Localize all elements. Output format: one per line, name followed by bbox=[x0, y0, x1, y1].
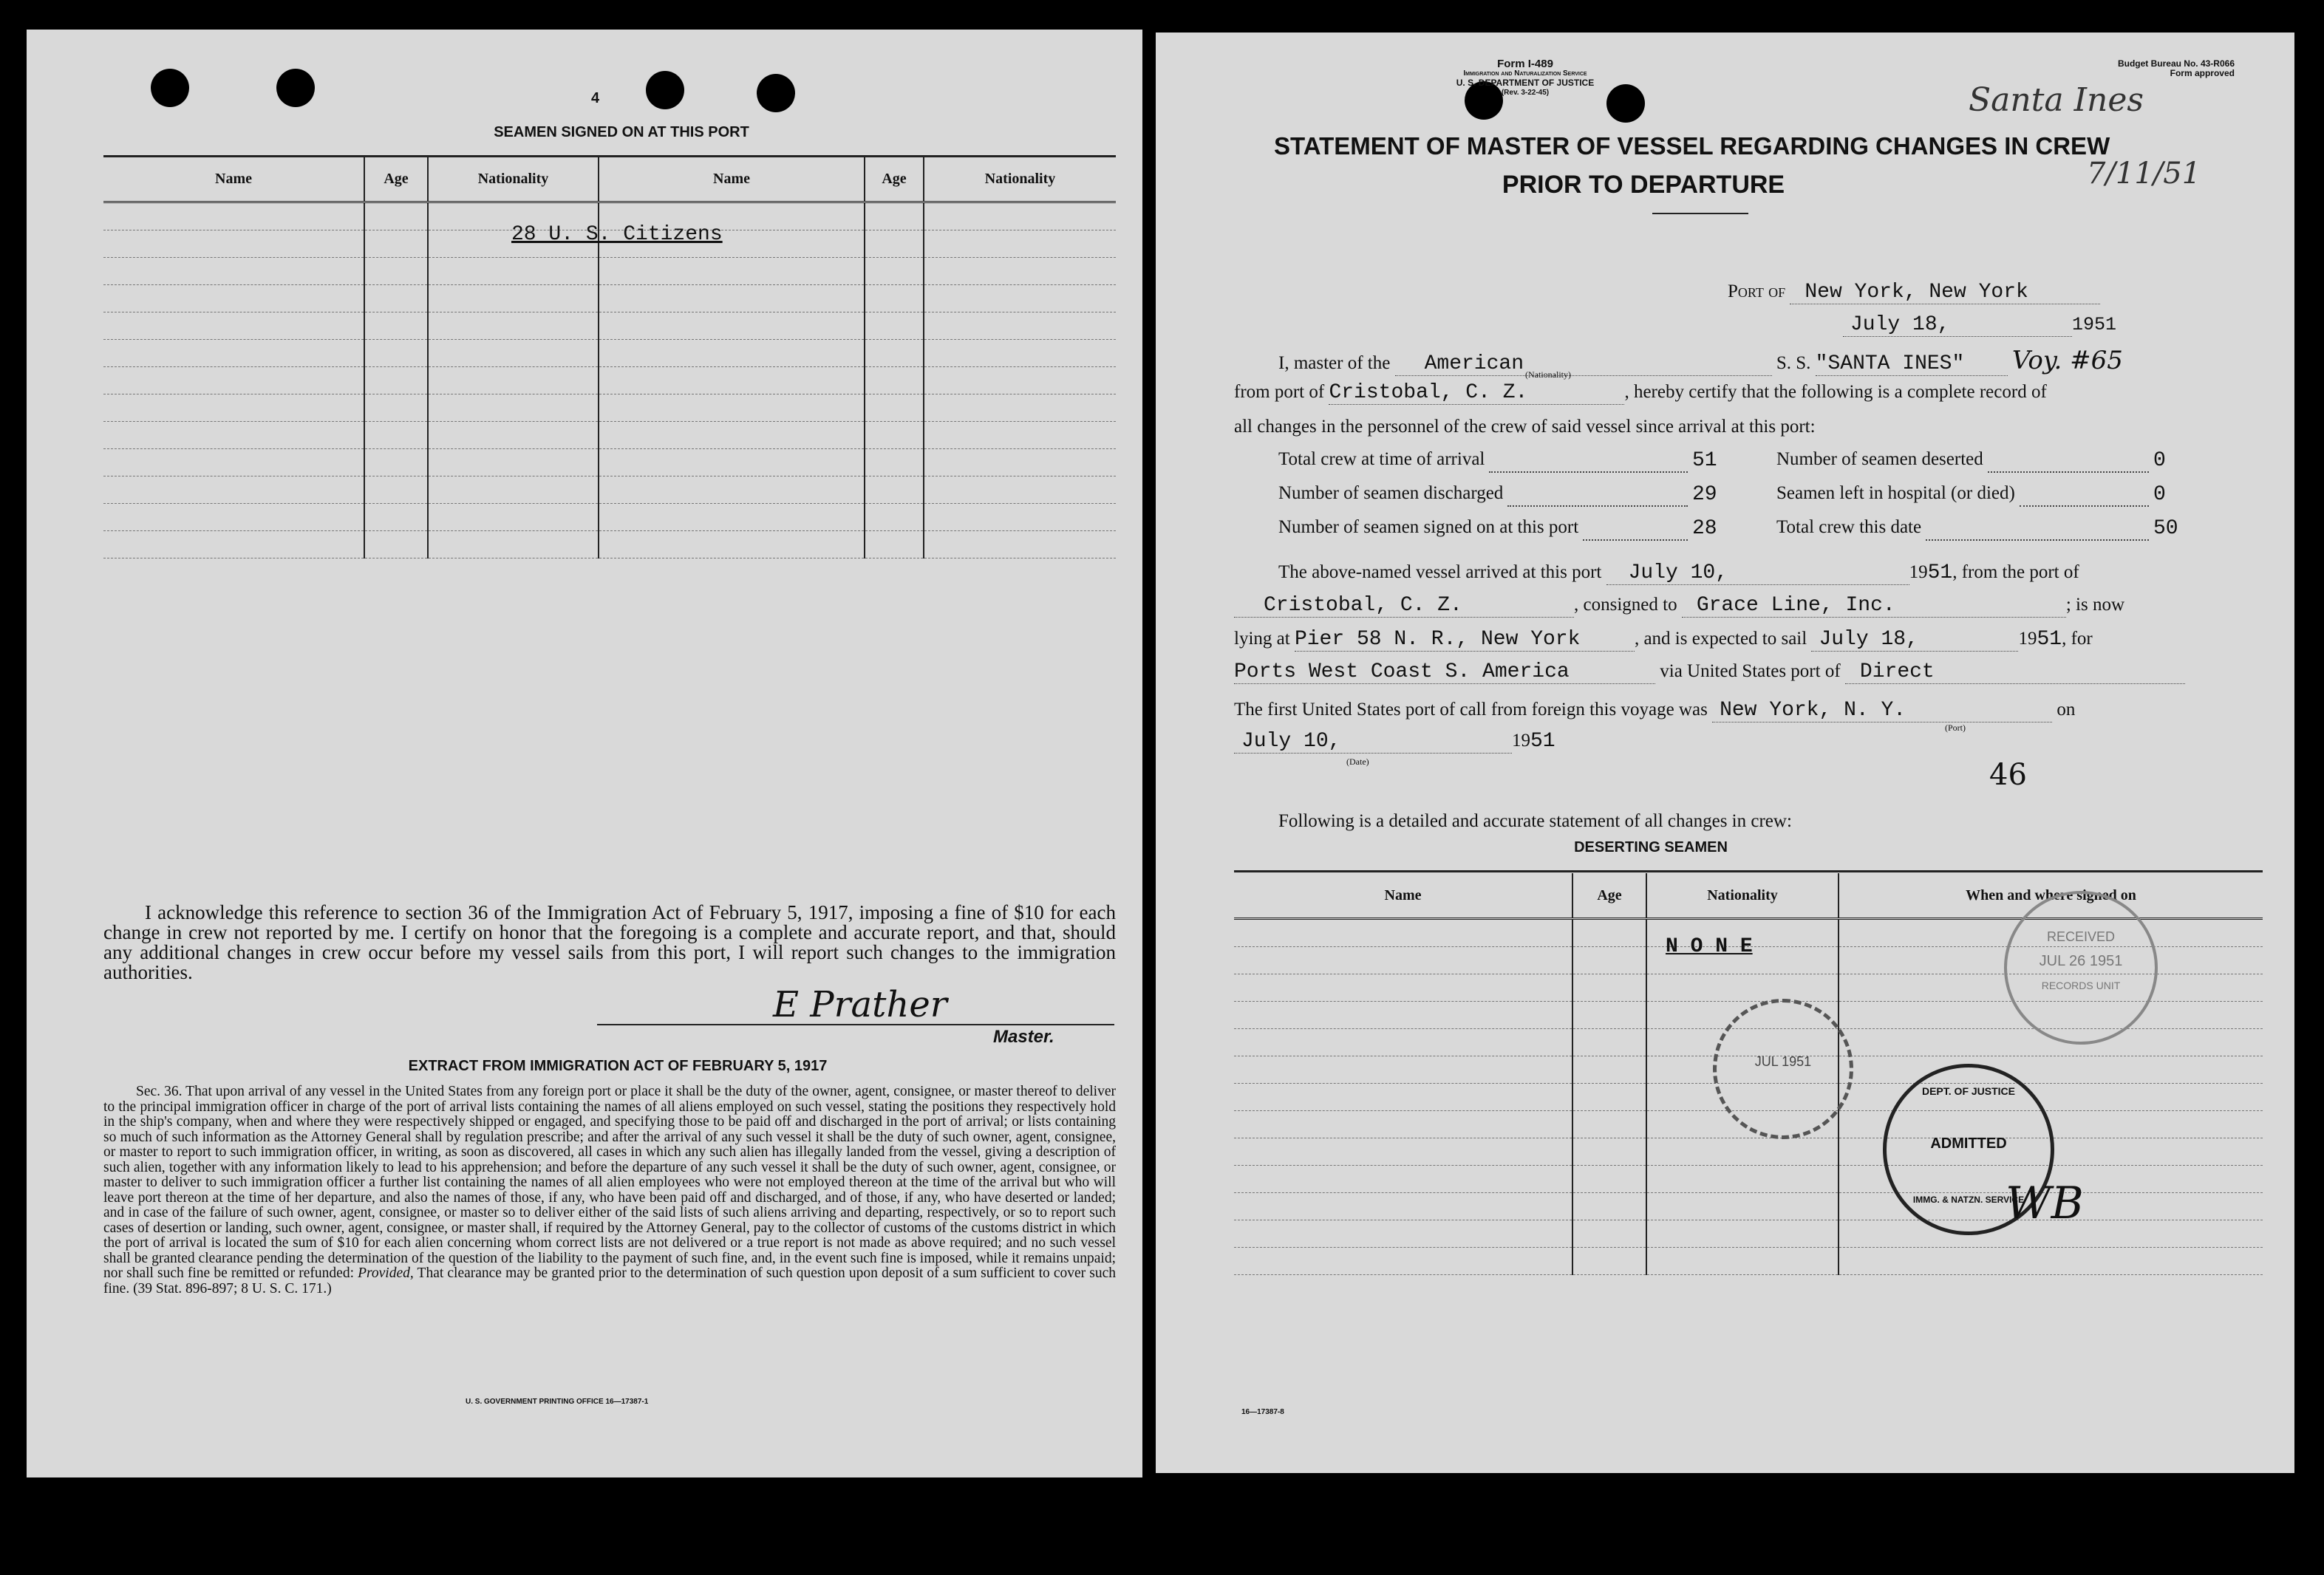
hospital-label: Seamen left in hospital (or died) bbox=[1776, 483, 2015, 503]
sail-year-prefix: 19 bbox=[2018, 629, 2037, 649]
date-value: July 18, bbox=[1843, 313, 2072, 337]
col-name: Name bbox=[103, 157, 364, 202]
table-cell bbox=[103, 394, 364, 422]
inspector-initials: WB bbox=[2006, 1178, 2084, 1229]
first-port-date: July 10, bbox=[1234, 730, 1512, 754]
table-cell bbox=[924, 312, 1116, 340]
table-cell bbox=[364, 285, 428, 312]
stamp-records: RECORDS UNIT bbox=[2041, 980, 2121, 991]
table-cell bbox=[865, 394, 924, 422]
seamen-signed-title: SEAMEN SIGNED ON AT THIS PORT bbox=[494, 124, 749, 140]
table-row bbox=[103, 422, 1116, 449]
table-cell bbox=[1572, 1193, 1646, 1220]
first-port-value: New York, N. Y. bbox=[1712, 699, 2052, 722]
count-row-hospital bbox=[1776, 483, 2198, 517]
first-port-year: 51 bbox=[1530, 730, 1555, 753]
lying-at-label: lying at bbox=[1234, 629, 1290, 649]
table-cell bbox=[924, 285, 1116, 312]
budget-header bbox=[2079, 59, 2235, 78]
date-row bbox=[1843, 313, 2116, 337]
stamp-service: IMMG. & NATZN. SERVICE bbox=[1912, 1195, 2025, 1205]
table-cell bbox=[924, 476, 1116, 504]
table-cell bbox=[865, 476, 924, 504]
lying-at-value: Pier 58 N. R., New York bbox=[1295, 628, 1635, 652]
punch-hole bbox=[646, 71, 684, 109]
printer-mark: U. S. GOVERNMENT PRINTING OFFICE 16—17387-1 bbox=[466, 1398, 649, 1406]
table-cell bbox=[1646, 974, 1839, 1002]
budget-bureau: Budget Bureau No. 43-R066 bbox=[2117, 58, 2235, 69]
table-cell bbox=[599, 449, 865, 476]
following-text: Following is a detailed and accurate statement of all changes in crew: bbox=[1278, 811, 1792, 831]
first-port-year-prefix: 19 bbox=[1512, 731, 1530, 751]
deserting-title: DESERTING SEAMEN bbox=[1574, 839, 1728, 855]
arrived-from-value: Cristobal, C. Z. bbox=[1234, 594, 1574, 618]
table-cell bbox=[103, 258, 364, 285]
table-cell bbox=[865, 367, 924, 394]
table-cell bbox=[364, 202, 428, 230]
table-cell bbox=[924, 340, 1116, 367]
stamp-justice: DEPT. OF JUSTICE bbox=[1921, 1085, 2016, 1097]
consigned-label: , consigned to bbox=[1574, 595, 1677, 615]
table-cell bbox=[1234, 1220, 1572, 1248]
deserting-entry: N O N E bbox=[1666, 935, 1753, 958]
extract-text bbox=[103, 1084, 1116, 1296]
col-age-2: Age bbox=[865, 157, 924, 202]
table-cell bbox=[428, 312, 599, 340]
arrived-year: 51 bbox=[1927, 561, 1953, 584]
table-cell bbox=[924, 422, 1116, 449]
table-cell bbox=[599, 394, 865, 422]
table-cell bbox=[103, 367, 364, 394]
punch-hole bbox=[151, 69, 189, 107]
signed-on-value: 28 bbox=[1692, 517, 1717, 540]
table-cell bbox=[1234, 1166, 1572, 1193]
table-row bbox=[1234, 1193, 2263, 1220]
table-cell bbox=[924, 531, 1116, 558]
first-port-row bbox=[1234, 699, 2075, 722]
table-cell bbox=[1234, 1138, 1572, 1166]
table-cell bbox=[428, 258, 599, 285]
total-date-label: Total crew this date bbox=[1776, 517, 1922, 537]
table-cell bbox=[428, 367, 599, 394]
col-nationality-2: Nationality bbox=[924, 157, 1116, 202]
ss-label: S. S. bbox=[1776, 353, 1811, 373]
table-cell bbox=[924, 230, 1116, 258]
page-number: 4 bbox=[591, 90, 600, 106]
count-row-deserted bbox=[1776, 449, 2198, 483]
table-cell bbox=[364, 449, 428, 476]
table-cell bbox=[364, 340, 428, 367]
deserted-label: Number of seamen deserted bbox=[1776, 449, 1983, 469]
deserting-top-rule bbox=[1234, 870, 2263, 872]
table-cell bbox=[865, 340, 924, 367]
table-cell bbox=[1572, 1029, 1646, 1056]
form-number: Form I-489 bbox=[1497, 58, 1553, 70]
table-cell bbox=[103, 449, 364, 476]
table-cell bbox=[1234, 947, 1572, 974]
master-of-row bbox=[1278, 346, 2123, 376]
signature-line bbox=[597, 1024, 1114, 1025]
table-cell bbox=[1572, 1002, 1646, 1029]
all-changes-text: all changes in the personnel of the crew of said vessel since arrival at this port: bbox=[1234, 417, 1816, 437]
table-row bbox=[103, 340, 1116, 367]
table-cell bbox=[1646, 1220, 1839, 1248]
title-line1: STATEMENT OF MASTER OF VESSEL REGARDING CHANGES IN CREW bbox=[1274, 132, 2110, 160]
table-cell bbox=[103, 230, 364, 258]
table-row bbox=[1234, 1220, 2263, 1248]
revision: (Rev. 3-22-45) bbox=[1501, 89, 1550, 97]
col-name: Name bbox=[1234, 873, 1572, 919]
table-cell bbox=[924, 449, 1116, 476]
extract-body: That upon arrival of any vessel in the United States from any foreign port or place it shall be the duty of the owner, agent, consignee, or master thereof to deliver to the principal immigration officer in charge of the port of arrival lists containing the names of all aliens employed on such vessel, stating the positions they respectively hold in the ship's company, when and where they were respectively shipped or engaged, and specifying those to be paid off and discharged in the port of arrival; or lists containing so much of such information as the Attorney General shall by regulation prescribe; and after the arrival of any such vessel it shall be the duty of such owner, agent, consignee, or master to report to such immigration officer, in writing, as soon as discovered, all cases in which any such alien has illegally landed from the vessel, giving a description of such alien, together with any information likely to lead to his apprehension; and before the departure of any such vessel it shall be the duty of such owner, agent, consignee, or master to deliver to such immigration officer a further list containing the names of all alien employees who were not employed thereon at the time of the arrival but who will leave port thereon at the time of her departure, and also the names of those, if any, who have been paid off and discharged, and of those, if any, who have deserted or landed; and in case of the failure of such owner, agent, consignee, or master so to deliver either of the said lists of such aliens arriving and departing, respectively, or so to report such cases of desertion or landing, such owner, agent, consignee, or master shall, if required by the Attorney General, pay to the collector of customs of the customs district in which the port of arrival is located the sum of $10 for each alien concerning whom correct lists are not delivered or a true report is not made as above required; and no such vessel shall be granted clearance pending the determination of the question of the liability to the payment of such fine, and, in the event such fine is imposed, while it remains unpaid; nor shall such fine be remitted or refunded: bbox=[103, 1084, 1117, 1281]
punch-hole bbox=[757, 74, 795, 112]
table-cell bbox=[924, 202, 1116, 230]
discharged-value: 29 bbox=[1692, 483, 1717, 506]
for-label: , for bbox=[2062, 629, 2093, 649]
stamp-received-date: JUL 26 1951 bbox=[2039, 953, 2123, 969]
table-cell bbox=[103, 202, 364, 230]
table-cell bbox=[865, 285, 924, 312]
table-cell bbox=[924, 504, 1116, 531]
table-cell bbox=[924, 367, 1116, 394]
table-cell bbox=[865, 449, 924, 476]
from-port-value: Cristobal, C. Z. bbox=[1329, 381, 1624, 405]
table-cell bbox=[428, 394, 599, 422]
on-label: on bbox=[2056, 700, 2076, 720]
table-cell bbox=[428, 285, 599, 312]
col-nationality: Nationality bbox=[1646, 873, 1839, 919]
count-row-signed-on bbox=[1278, 517, 1751, 551]
left-page bbox=[27, 30, 1142, 1477]
count-row-total-date bbox=[1776, 517, 2198, 551]
expected-label: , and is expected to sail bbox=[1634, 629, 1807, 649]
table-cell bbox=[865, 312, 924, 340]
nationality-value: American bbox=[1395, 352, 1772, 376]
port-of-row bbox=[1728, 281, 2100, 304]
lying-at-row bbox=[1234, 628, 2093, 652]
destination-row bbox=[1234, 660, 2185, 684]
destination-value: Ports West Coast S. America bbox=[1234, 660, 1655, 684]
hospital-value: 0 bbox=[2153, 483, 2166, 506]
table-cell bbox=[1572, 1111, 1646, 1138]
port-of-value: New York, New York bbox=[1790, 281, 2100, 304]
received-stamp bbox=[2004, 891, 2158, 1045]
consigned-value: Grace Line, Inc. bbox=[1682, 594, 2066, 618]
counts-left bbox=[1278, 449, 1751, 551]
counts-right bbox=[1776, 449, 2198, 551]
table-cell bbox=[364, 230, 428, 258]
table-cell bbox=[865, 422, 924, 449]
certify-text: , hereby certify that the following is a complete record of bbox=[1624, 382, 2047, 402]
col-when-where: When and where signed on bbox=[1839, 873, 2263, 919]
table-cell bbox=[364, 422, 428, 449]
table-cell bbox=[865, 230, 924, 258]
first-port-label: The first United States port of call from foreign this voyage was bbox=[1234, 700, 1708, 720]
typed-entry: 28 U. S. Citizens bbox=[511, 223, 723, 246]
table-cell bbox=[1572, 1084, 1646, 1111]
col-age: Age bbox=[1572, 873, 1646, 919]
table-cell bbox=[1234, 1193, 1572, 1220]
table-cell bbox=[1234, 1084, 1572, 1111]
agency-line1: Immigration and Naturalization Service bbox=[1463, 69, 1587, 78]
extract-lead: Sec. 36. bbox=[136, 1084, 183, 1099]
table-cell bbox=[1572, 919, 1646, 947]
table-cell bbox=[1234, 1111, 1572, 1138]
table-cell bbox=[1646, 1166, 1839, 1193]
handwritten-vessel: Santa Ines bbox=[1969, 81, 2144, 119]
table-cell bbox=[599, 504, 865, 531]
table-cell bbox=[103, 476, 364, 504]
table-cell bbox=[428, 422, 599, 449]
from-port-label: from port of bbox=[1234, 382, 1325, 402]
table-cell bbox=[364, 258, 428, 285]
table-cell bbox=[103, 285, 364, 312]
via-label: via United States port of bbox=[1660, 661, 1841, 681]
consigned-row bbox=[1234, 594, 2124, 618]
signed-on-label: Number of seamen signed on at this port bbox=[1278, 517, 1579, 537]
printer-mark: 16—17387-8 bbox=[1241, 1408, 1284, 1416]
table-cell bbox=[1572, 947, 1646, 974]
table-cell bbox=[103, 312, 364, 340]
table-row bbox=[1234, 1166, 2263, 1193]
total-arrival-label: Total crew at time of arrival bbox=[1278, 449, 1485, 469]
table-cell bbox=[1234, 919, 1572, 947]
col-nationality: Nationality bbox=[428, 157, 599, 202]
table-cell bbox=[599, 422, 865, 449]
table-cell bbox=[924, 394, 1116, 422]
table-row bbox=[103, 449, 1116, 476]
table-cell bbox=[364, 312, 428, 340]
table-cell bbox=[1646, 1248, 1839, 1275]
table-cell bbox=[364, 476, 428, 504]
vessel-value: "SANTA INES" bbox=[1816, 352, 2008, 376]
table-cell bbox=[865, 531, 924, 558]
table-cell bbox=[103, 504, 364, 531]
table-cell bbox=[599, 531, 865, 558]
stamped-number: 46 bbox=[1989, 758, 2027, 792]
table-cell bbox=[364, 394, 428, 422]
stamp-admitted: ADMITTED bbox=[1930, 1135, 2007, 1152]
table-row bbox=[103, 531, 1116, 558]
title-line2: PRIOR TO DEPARTURE bbox=[1502, 171, 1785, 199]
table-cell bbox=[599, 312, 865, 340]
col-name-2: Name bbox=[599, 157, 865, 202]
table-cell bbox=[428, 504, 599, 531]
table-cell bbox=[103, 422, 364, 449]
master-signature: E Prather bbox=[773, 984, 947, 1025]
arrived-year-prefix: 19 bbox=[1909, 562, 1928, 582]
table-cell bbox=[428, 531, 599, 558]
table-row bbox=[103, 476, 1116, 504]
table-row bbox=[103, 285, 1116, 312]
table-cell bbox=[599, 285, 865, 312]
table-cell bbox=[924, 258, 1116, 285]
port-of-label: Port of bbox=[1728, 281, 1786, 301]
table-cell bbox=[1646, 1193, 1839, 1220]
table-cell bbox=[1839, 1248, 2263, 1275]
right-page bbox=[1156, 33, 2294, 1473]
table-cell bbox=[1572, 1220, 1646, 1248]
table-cell bbox=[865, 504, 924, 531]
table-cell bbox=[599, 258, 865, 285]
discharged-label: Number of seamen discharged bbox=[1278, 483, 1504, 503]
date-caption: (Date) bbox=[1346, 756, 1369, 767]
table-cell bbox=[1234, 1248, 1572, 1275]
table-row bbox=[103, 312, 1116, 340]
table-row bbox=[103, 504, 1116, 531]
count-row-discharged bbox=[1278, 483, 1751, 517]
deserted-value: 0 bbox=[2153, 449, 2166, 472]
arrived-label: The above-named vessel arrived at this port bbox=[1278, 562, 1602, 582]
first-port-date-row bbox=[1234, 730, 1555, 754]
table-cell bbox=[428, 449, 599, 476]
table-cell bbox=[1572, 1056, 1646, 1084]
table-cell bbox=[599, 476, 865, 504]
port-caption: (Port) bbox=[1945, 722, 1966, 733]
table-cell bbox=[103, 531, 364, 558]
nationality-caption: (Nationality) bbox=[1525, 369, 1571, 380]
table-row bbox=[1234, 1138, 2263, 1166]
table-cell bbox=[865, 258, 924, 285]
extract-title: EXTRACT FROM IMMIGRATION ACT OF FEBRUARY 5, 1917 bbox=[408, 1058, 828, 1074]
arrived-row bbox=[1278, 561, 2079, 585]
from-port-row bbox=[1234, 381, 2047, 405]
table-cell bbox=[364, 504, 428, 531]
table-cell bbox=[599, 340, 865, 367]
table-cell bbox=[364, 531, 428, 558]
table-cell bbox=[364, 367, 428, 394]
title-rule bbox=[1652, 213, 1748, 214]
table-cell bbox=[1234, 1056, 1572, 1084]
table-cell bbox=[428, 340, 599, 367]
table-cell bbox=[1572, 974, 1646, 1002]
table-row bbox=[103, 258, 1116, 285]
sail-date-value: July 18, bbox=[1811, 628, 2018, 652]
date-year: 1951 bbox=[2072, 314, 2117, 335]
stamp-date2: JUL 1951 bbox=[1754, 1054, 1812, 1069]
master-of-label: I, master of the bbox=[1278, 353, 1391, 373]
table-cell bbox=[599, 367, 865, 394]
total-date-value: 50 bbox=[2153, 517, 2178, 540]
table-cell bbox=[1234, 1002, 1572, 1029]
table-cell bbox=[1572, 1248, 1646, 1275]
table-cell bbox=[1839, 1056, 2263, 1084]
table-cell bbox=[428, 476, 599, 504]
punch-hole bbox=[276, 69, 315, 107]
agency-line2: U. S. DEPARTMENT OF JUSTICE bbox=[1456, 78, 1595, 88]
via-value: Direct bbox=[1845, 660, 2185, 684]
table-cell bbox=[1234, 974, 1572, 1002]
table-cell bbox=[103, 340, 364, 367]
voyage-value: Voy. #65 bbox=[2011, 346, 2123, 375]
handwritten-date: 7/11/51 bbox=[2087, 157, 2201, 191]
count-row-arrival bbox=[1278, 449, 1751, 483]
total-arrival-value: 51 bbox=[1692, 449, 1717, 472]
arrived-value: July 10, bbox=[1606, 561, 1909, 585]
table-cell bbox=[1572, 1166, 1646, 1193]
table-cell bbox=[865, 202, 924, 230]
table-row bbox=[1234, 1248, 2263, 1275]
table-row bbox=[103, 394, 1116, 422]
extract-tail: That clearance may be granted prior to the determination of such question upon deposit of a sum sufficient to cover such fine. (39 Stat. 896-897; 8 U. S. C. 171.) bbox=[103, 1265, 1116, 1296]
from-the-port: , from the port of bbox=[1952, 562, 2079, 582]
table-cell bbox=[1234, 1029, 1572, 1056]
acknowledgment-text: I acknowledge this reference to section 36 of the Immigration Act of February 5, 1917, imposing a fine of $10 for each change in crew not reported by me. I certify on honor that the foregoing is a complete and accurate report, and that, should any additional changes in crew occur before my vessel sails from this port, I will report such changes to the immigration authorities. bbox=[103, 901, 1116, 983]
form-title bbox=[1274, 127, 2110, 204]
table-cell bbox=[1572, 1138, 1646, 1166]
form-header bbox=[1377, 59, 1673, 98]
sail-year: 51 bbox=[2037, 628, 2062, 651]
table-row bbox=[103, 367, 1116, 394]
date-stamp bbox=[1713, 999, 1853, 1139]
is-now: ; is now bbox=[2065, 595, 2125, 615]
table-cell bbox=[1646, 1138, 1839, 1166]
seamen-signed-table bbox=[103, 157, 1116, 558]
master-label: Master. bbox=[993, 1027, 1054, 1047]
extract-provided: Provided, bbox=[358, 1265, 414, 1281]
col-age: Age bbox=[364, 157, 428, 202]
form-approved: Form approved bbox=[2170, 68, 2235, 78]
stamp-received-text: RECEIVED bbox=[2046, 929, 2116, 944]
